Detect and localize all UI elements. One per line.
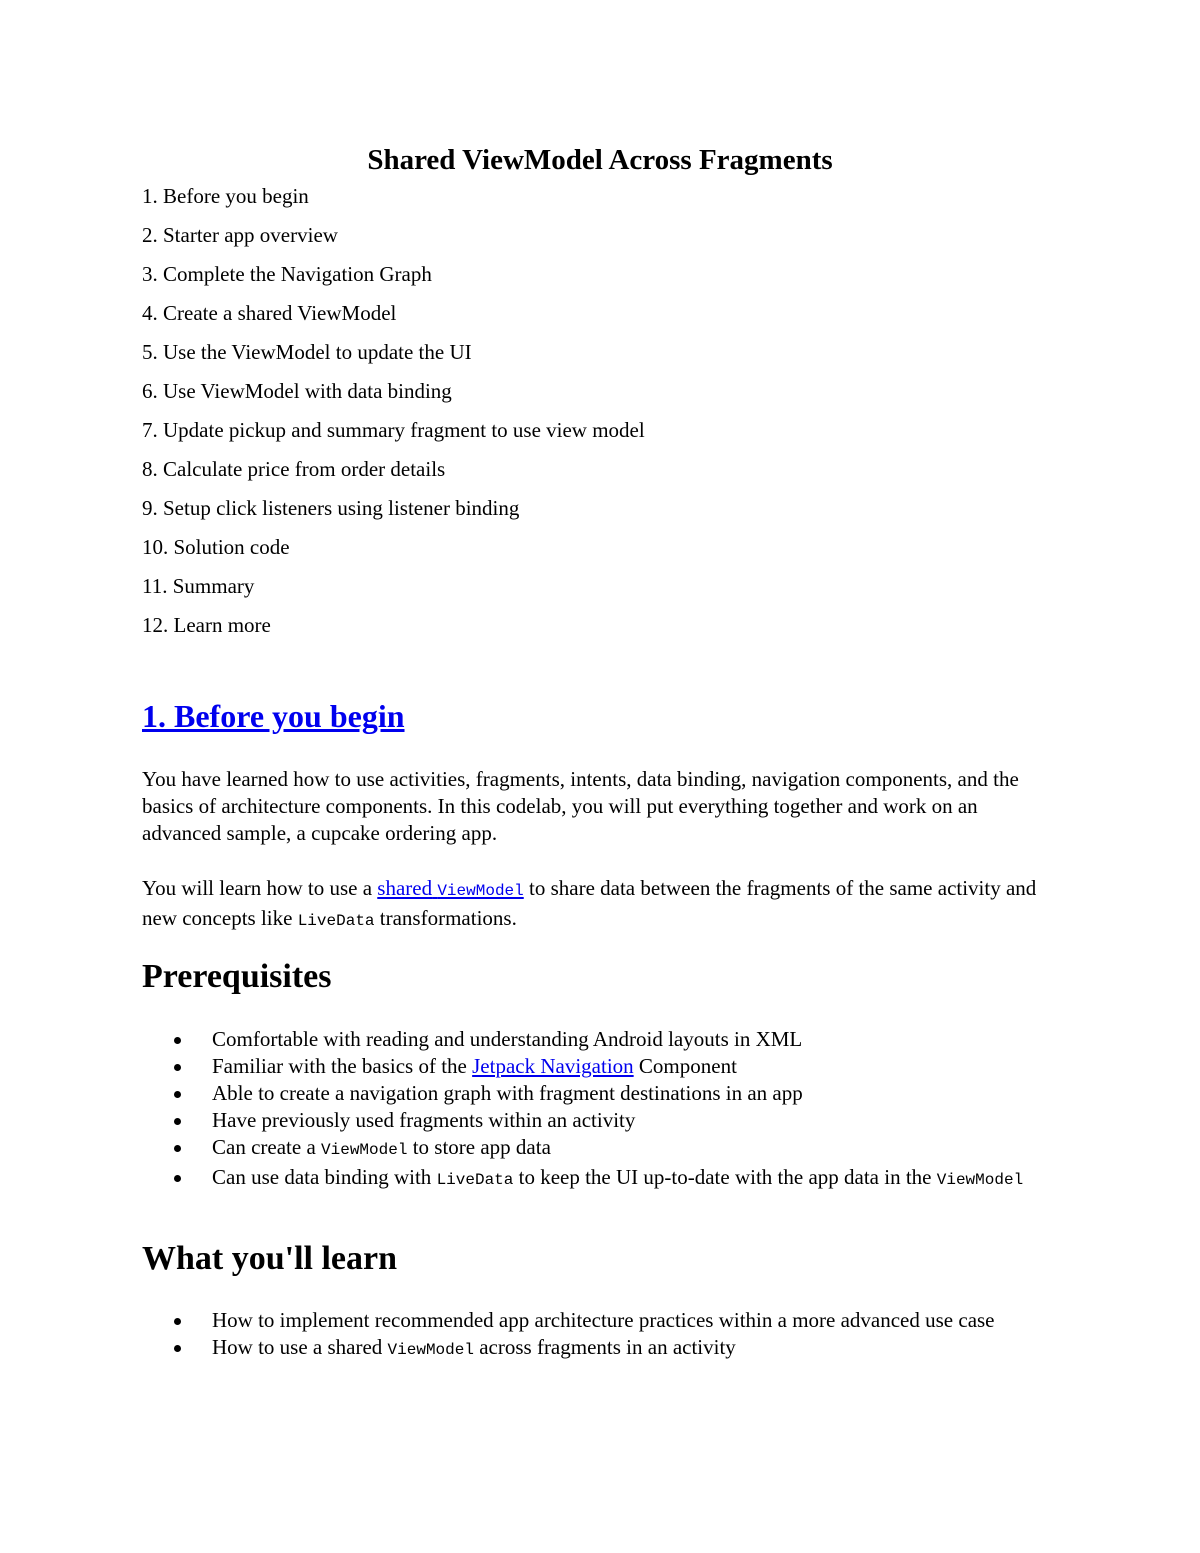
list-item (142, 1080, 1042, 1107)
prerequisites-list (142, 1026, 1042, 1194)
list-item-text: Can create a (212, 1135, 322, 1159)
list-item (142, 1134, 1042, 1164)
bullet-icon (174, 1318, 181, 1325)
toc-item: 12. Learn more (142, 613, 271, 637)
list-item-text: Able to create a navigation graph with fragment destinations in an app (212, 1081, 803, 1105)
toc-item: 8. Calculate price from order details (142, 457, 446, 481)
bullet-icon (174, 1118, 181, 1125)
section-heading-before-you-begin (142, 696, 405, 736)
jetpack-navigation-link[interactable]: Jetpack Navigation (472, 1054, 634, 1078)
bullet-icon (174, 1064, 181, 1071)
toc-item: 3. Complete the Navigation Graph (142, 262, 432, 286)
inline-code: LiveData (436, 1171, 514, 1189)
link-code: ViewModel (437, 882, 524, 900)
toc-item: 11. Summary (142, 574, 255, 598)
list-item-text: to store app data (407, 1135, 551, 1159)
bullet-icon (174, 1037, 181, 1044)
toc-item: 5. Use the ViewModel to update the UI (142, 340, 472, 364)
shared-viewmodel-link[interactable] (377, 876, 523, 900)
inline-code: LiveData (297, 912, 375, 930)
inline-code: ViewModel (387, 1341, 474, 1359)
inline-code: ViewModel (936, 1171, 1024, 1189)
what-youll-learn-list (142, 1307, 1042, 1364)
section-heading-link[interactable]: 1. Before you begin (142, 698, 405, 734)
document-title: Shared ViewModel Across Fragments (367, 144, 833, 176)
list-item (142, 1053, 1042, 1080)
toc-item: 2. Starter app overview (142, 223, 338, 247)
bullet-icon (174, 1345, 181, 1352)
toc-item: 9. Setup click listeners using listener binding (142, 496, 520, 520)
list-item (142, 1334, 1042, 1364)
list-item-text: Component (633, 1054, 737, 1078)
toc-item: 1. Before you begin (142, 184, 309, 208)
list-item-text: How to use a shared (212, 1335, 388, 1359)
table-of-contents (142, 177, 645, 645)
bullet-icon (174, 1145, 181, 1152)
toc-item: 10. Solution code (142, 535, 290, 559)
intro-paragraph: You have learned how to use activities, fragments, intents, data binding, navigation components, and the basics of architecture components. In this codelab, you will put everything together and work on an advanced sample, a cupcake ordering app. (142, 767, 1019, 845)
paragraph-text: You will learn how to use a (142, 876, 378, 900)
paragraph-text: transformations. (374, 906, 517, 930)
toc-item: 7. Update pickup and summary fragment to use view model (142, 418, 645, 442)
bullet-icon (174, 1175, 181, 1182)
list-item-text: How to implement recommended app architecture practices within a more advanced use case (212, 1308, 995, 1332)
list-item-text: Have previously used fragments within an activity (212, 1108, 636, 1132)
what-youll-learn-heading: What you'll learn (142, 1240, 398, 1277)
list-item (142, 1164, 1042, 1194)
link-text: shared (377, 876, 433, 900)
list-item-text: Familiar with the basics of the (212, 1054, 473, 1078)
list-item (142, 1307, 1042, 1334)
list-item-text: to keep the UI up-to-date with the app data in the (513, 1165, 937, 1189)
toc-item: 4. Create a shared ViewModel (142, 301, 397, 325)
list-item-text: Comfortable with reading and understanding Android layouts in XML (212, 1027, 803, 1051)
list-item (142, 1026, 1042, 1053)
bullet-icon (174, 1091, 181, 1098)
prerequisites-heading: Prerequisites (142, 958, 332, 995)
inline-code: ViewModel (321, 1141, 408, 1159)
shared-viewmodel-paragraph (142, 875, 1062, 935)
paragraph-text: to share data between the fragments of the same activity and new concepts like (142, 876, 1037, 930)
list-item-text: across fragments in an activity (473, 1335, 736, 1359)
list-item-text: Can use data binding with (212, 1165, 437, 1189)
toc-item: 6. Use ViewModel with data binding (142, 379, 452, 403)
list-item (142, 1107, 1042, 1134)
